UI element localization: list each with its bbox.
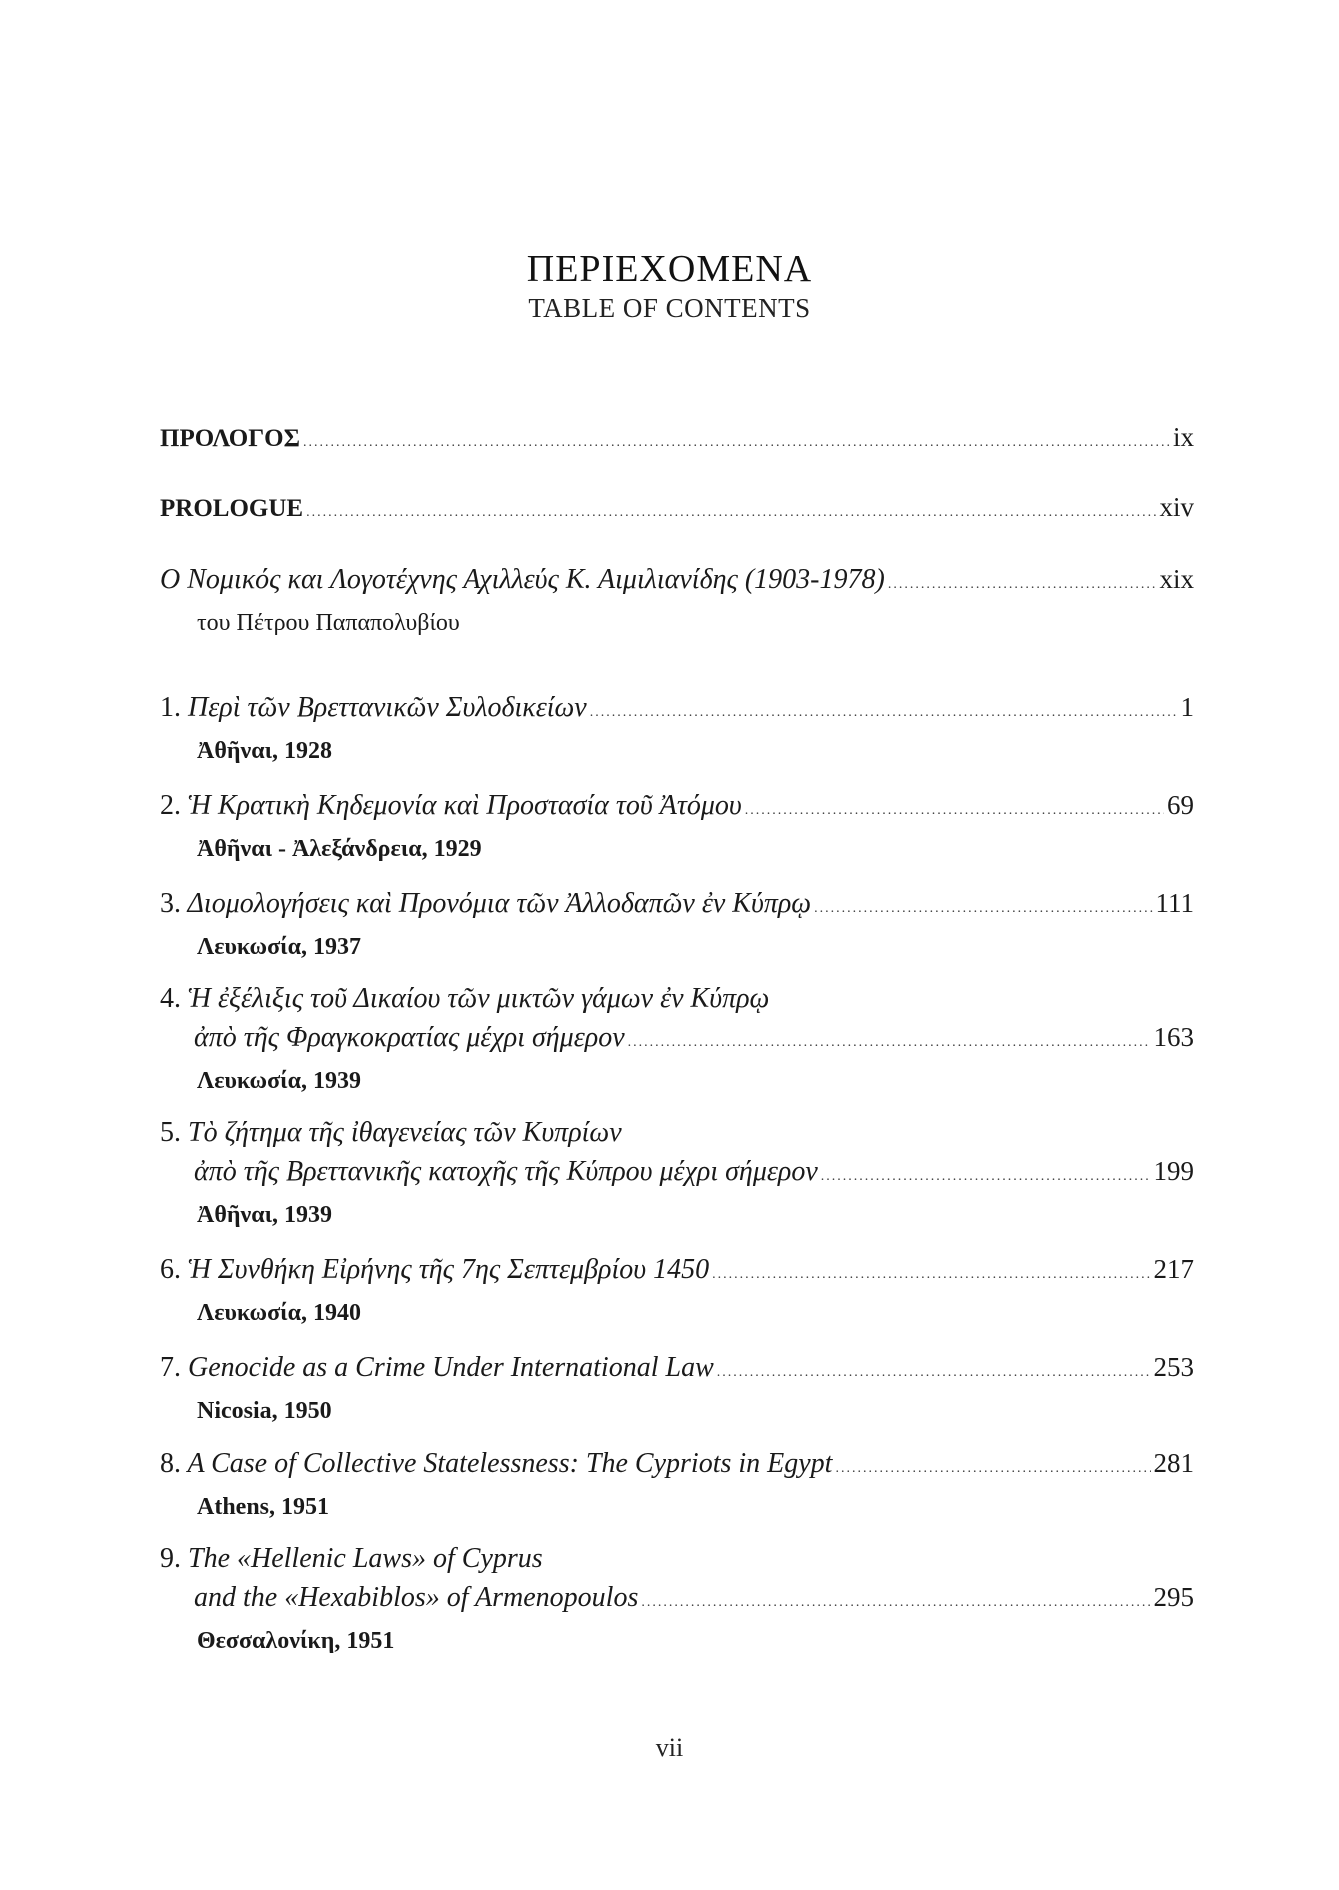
entry-page: 69 [1167,790,1194,820]
entry-title: Ἡ Κρατικὴ Κηδεμονία καὶ Προστασία τοῦ Ἀτόμου [188,790,742,821]
entry-page: 217 [1153,1254,1194,1284]
dot-leader [641,1579,1150,1622]
page-number: vii [655,1733,684,1762]
entry-title: Ο Νομικός και Λογοτέχνης Αχιλλεύς Κ. Αιμιλιανίδης (1903-1978) [160,564,885,595]
entry-page: 111 [1155,888,1194,918]
entry-place: Λευκωσία, 1939 [197,1068,361,1094]
entry-title: A Case of Collective Statelessness: The Cypriots in Egypt [187,1448,833,1479]
toc-entry-8[interactable] [160,1444,1194,1526]
entry-title: Ἡ Συνθήκη Εἰρήνης τῆς 7ης Σεπτεμβρίου 1450 [188,1254,710,1285]
entry-place: Ἀθῆναι, 1939 [197,1202,333,1228]
entry-number: 8. [160,1448,181,1479]
entry-number: 9. [160,1543,181,1574]
dot-leader [821,1153,1151,1196]
toc-entry-9[interactable] [160,1540,1194,1660]
entry-page: 281 [1153,1448,1194,1478]
entry-page: 253 [1153,1352,1194,1382]
entry-number: 3. [160,888,181,919]
entry-title-line1: The «Hellenic Laws» of Cyprus [188,1543,543,1574]
dot-leader [712,1251,1150,1294]
entry-page: xix [1159,564,1194,594]
entry-page: 163 [1153,1022,1194,1052]
entry-page: 295 [1153,1582,1194,1612]
toc-entry-7[interactable] [160,1348,1194,1430]
dot-leader [717,1349,1151,1392]
entry-number: 6. [160,1254,181,1285]
entry-title-line1: Τὸ ζήτημα τῆς ἰθαγενείας τῶν Κυπρίων [188,1117,622,1148]
entry-title: ἀπὸ τῆς Φραγκοκρατίας μέχρι σήμερον [194,1022,625,1053]
toc-entry-4[interactable] [160,980,1194,1100]
entry-number: 7. [160,1352,181,1383]
title-greek: ΠΕΡΙΕΧΟΜΕΝΑ [526,248,813,290]
dot-leader [835,1445,1150,1488]
entry-number: 4. [160,983,181,1014]
entry-number: 5. [160,1117,181,1148]
entry-place: Θεσσαλονίκη, 1951 [197,1628,395,1654]
entry-place: Ἀθῆναι - Ἀλεξάνδρεια, 1929 [197,836,482,862]
toc-entry-3[interactable] [160,884,1194,966]
entry-number: 1. [160,692,181,723]
entry-author: του Πέτρου Παπαπολυβίου [197,610,460,636]
entry-place: Λευκωσία, 1940 [197,1300,361,1326]
entry-title-line1: Ἡ ἐξέλιξις τοῦ Δικαίου τῶν μικτῶν γάμων ἐν Κύπρῳ [188,983,770,1014]
toc-entry-5[interactable] [160,1114,1194,1234]
dot-leader [888,561,1157,604]
toc-heading [0,247,1339,325]
dot-leader [814,885,1152,928]
entry-title: Διομολογήσεις καὶ Προνόμια τῶν Ἀλλοδαπῶν ἐν Κύπρῳ [187,888,812,919]
entry-page: 199 [1153,1156,1194,1186]
toc-entry-biography[interactable] [160,560,1194,642]
toc-entry-prologos[interactable] [160,418,1194,462]
dot-leader [590,689,1178,732]
entry-title: ἀπὸ τῆς Βρεττανικῆς κατοχῆς τῆς Κύπρου μέχρι σήμερον [194,1156,818,1187]
dot-leader [306,489,1156,532]
dot-leader [303,419,1170,462]
dot-leader [628,1019,1151,1062]
toc-entry-prologue[interactable] [160,488,1194,532]
entry-place: Athens, 1951 [197,1494,330,1520]
entry-place: Nicosia, 1950 [197,1398,332,1424]
entry-page: ix [1172,422,1194,452]
entry-title: Genocide as a Crime Under International Law [188,1352,714,1383]
entry-title: and the «Hexabiblos» of Armenopoulos [194,1582,639,1613]
toc-entry-6[interactable] [160,1250,1194,1332]
entry-place: Ἀθῆναι, 1928 [197,738,333,764]
toc-entry-2[interactable] [160,786,1194,868]
toc-entry-1[interactable] [160,688,1194,770]
entry-page: xiv [1159,492,1194,522]
entry-title: Περὶ τῶν Βρεττανικῶν Συλοδικείων [188,692,587,723]
title-english: TABLE OF CONTENTS [528,293,811,323]
entry-title: ΠΡΟΛΟΓΟΣ [160,425,300,452]
entry-page: 1 [1180,692,1194,722]
entry-place: Λευκωσία, 1937 [197,934,361,960]
entry-title: PROLOGUE [160,495,304,522]
dot-leader [745,787,1164,830]
entry-number: 2. [160,790,181,821]
